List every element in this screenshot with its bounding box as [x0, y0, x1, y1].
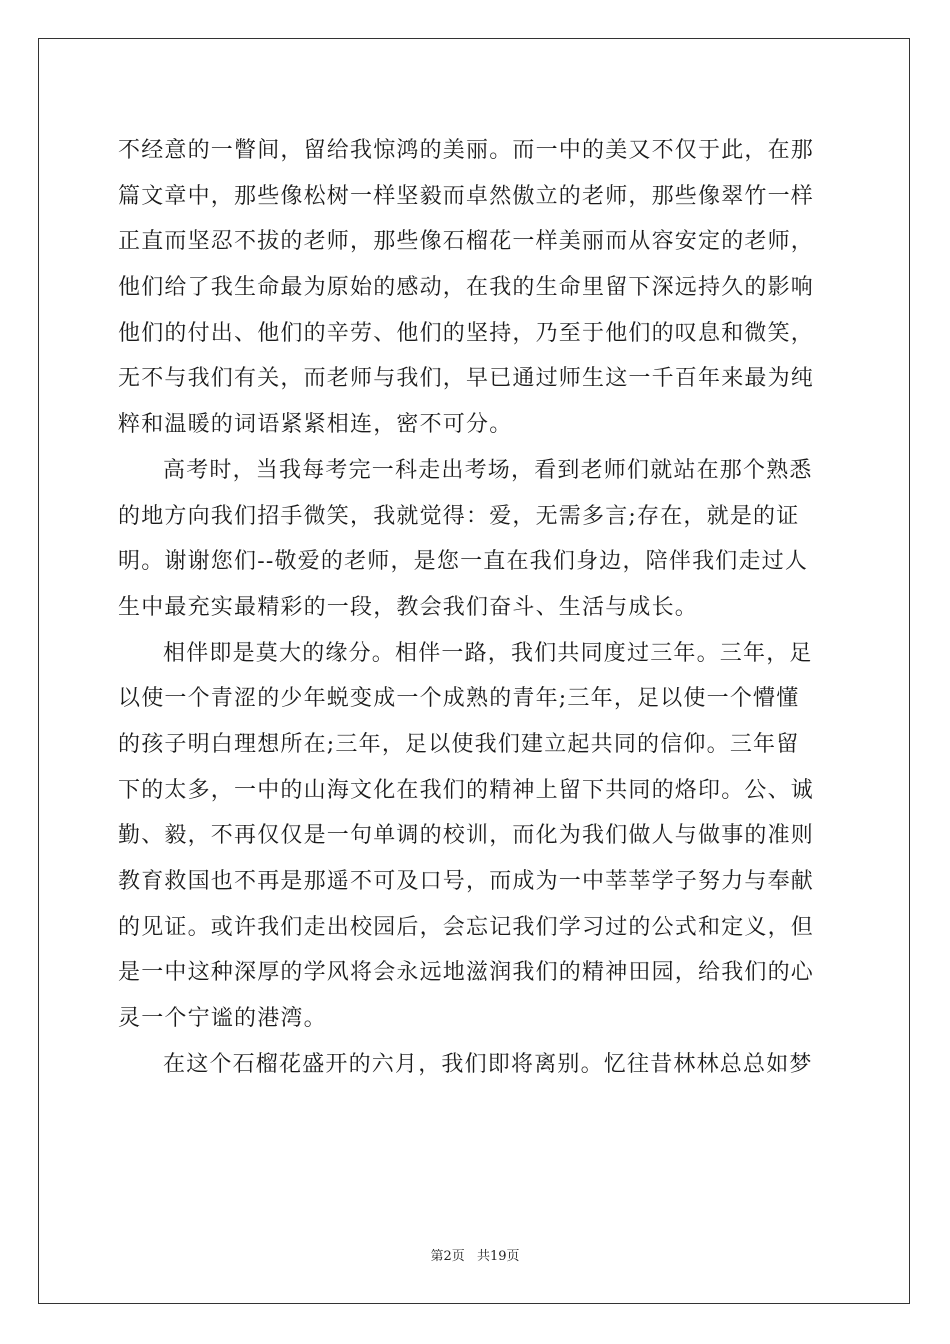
text-line: 以使一个青涩的少年蜕变成一个成熟的青年;三年，足以使一个懵懂	[118, 686, 800, 712]
text-line: 高考时，当我每考完一科走出考场，看到老师们就站在那个熟悉	[163, 457, 813, 483]
text-line: 明。谢谢您们--敬爱的老师，是您一直在我们身边，陪伴我们走过人	[118, 549, 809, 575]
text-line: 的见证。或许我们走出校园后，会忘记我们学习过的公式和定义，但	[118, 914, 815, 940]
text-line: 教育救国也不再是那遥不可及口号，而成为一中莘莘学子努力与奉献	[118, 869, 815, 894]
text-line: 粹和温暖的词语紧紧相连，密不可分。	[118, 412, 513, 438]
text-line: 灵一个宁谧的港湾。	[118, 1006, 327, 1032]
page-number: 第2页	[430, 1249, 465, 1264]
text-line: 的孩子明白理想所在;三年，足以使我们建立起共同的信仰。三年留	[118, 731, 800, 757]
page-total: 共19页	[476, 1249, 520, 1264]
text-line: 下的太多，一中的山海文化在我们的精神上留下共同的烙印。公、诚	[118, 777, 815, 803]
text-line: 相伴即是莫大的缘分。相伴一路，我们共同度过三年。三年，足	[163, 640, 813, 666]
document-body	[118, 128, 834, 1087]
text-line: 无不与我们有关，而老师与我们，早已通过师生这一千百年来最为纯	[118, 366, 815, 392]
text-line: 勤、毅，不再仅仅是一句单调的校训，而化为我们做人与做事的准则	[118, 823, 815, 849]
text-line: 正直而坚忍不拔的老师，那些像石榴花一样美丽而从容安定的老师，	[118, 229, 815, 255]
page-footer	[0, 1245, 950, 1264]
text-line: 的地方向我们招手微笑，我就觉得：爱，无需多言;存在，就是的证	[118, 503, 800, 529]
text-line: 在这个石榴花盛开的六月，我们即将离别。忆往昔林林总总如梦	[163, 1051, 813, 1077]
text-line: 生中最充实最精彩的一段，教会我们奋斗、生活与成长。	[118, 594, 699, 620]
text-line: 是一中这种深厚的学风将会永远地滋润我们的精神田园，给我们的心	[118, 960, 815, 986]
text-line: 篇文章中，那些像松树一样坚毅而卓然傲立的老师，那些像翠竹一样	[118, 183, 815, 209]
text-line: 他们给了我生命最为原始的感动，在我的生命里留下深远持久的影响	[118, 275, 815, 301]
text-line: 他们的付出、他们的辛劳、他们的坚持，乃至于他们的叹息和微笑，	[118, 320, 815, 346]
text-line: 不经意的一瞥间，留给我惊鸿的美丽。而一中的美又不仅于此，在那	[118, 138, 815, 163]
